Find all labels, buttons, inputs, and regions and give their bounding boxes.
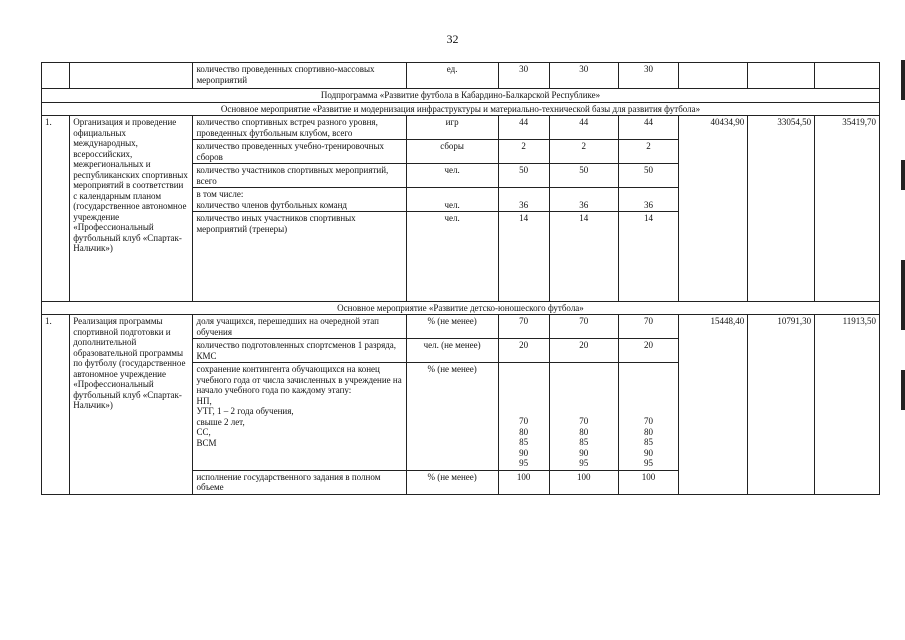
- indicator-cell: [193, 188, 406, 212]
- unit-cell: [406, 235, 498, 301]
- indicator-cell: исполнение государственного задания в полном объеме: [193, 470, 406, 494]
- value-cell: 36: [618, 188, 679, 212]
- value-cell: 100: [498, 470, 549, 494]
- funding-cell: 35419,70: [815, 116, 880, 302]
- num-cell: 1.: [42, 116, 70, 302]
- value-cell: [498, 235, 549, 301]
- section-header-row: [42, 301, 880, 315]
- value-cell: 30: [618, 63, 679, 89]
- table-row: [42, 116, 880, 140]
- value-cell: 14: [618, 212, 679, 236]
- indicator-cell: [193, 363, 406, 471]
- value-cell: 70 80 85 90 95: [498, 363, 549, 471]
- value-cell: 14: [549, 212, 618, 236]
- value-cell: 2: [549, 140, 618, 164]
- funding-cell: 15448,40: [679, 315, 748, 495]
- unit-cell: чел. (не менее): [406, 339, 498, 363]
- value-cell: 20: [618, 339, 679, 363]
- value-cell: 44: [498, 116, 549, 140]
- indicator-cell: доля учащихся, перешедших на очередной этап обучения: [193, 315, 406, 339]
- section-header-row: [42, 102, 880, 116]
- value-cell: 30: [498, 63, 549, 89]
- value-cell: 2: [498, 140, 549, 164]
- unit-cell: % (не менее): [406, 363, 498, 471]
- indicator-cell: количество участников спортивных мероприятий, всего: [193, 164, 406, 188]
- funding-cell: 10791,30: [748, 315, 815, 495]
- page-number: 32: [446, 32, 459, 46]
- value-cell: 70: [618, 315, 679, 339]
- value-cell: 44: [549, 116, 618, 140]
- funding-cell: [815, 63, 880, 89]
- value-cell: 70: [498, 315, 549, 339]
- table-row: [42, 315, 880, 339]
- funding-cell: 40434,90: [679, 116, 748, 302]
- value-cell: 30: [549, 63, 618, 89]
- num-cell: 1.: [42, 315, 70, 495]
- indicator-cell: количество проведенных учебно-тренировочных сборов: [193, 140, 406, 164]
- value-cell: 50: [498, 164, 549, 188]
- indicator-text: количество членов футбольных команд: [196, 199, 348, 210]
- stage-label: свыше 2 лет,: [196, 416, 245, 427]
- value-cell: 20: [498, 339, 549, 363]
- value-cell: 14: [498, 212, 549, 236]
- stage-label: СС,: [196, 427, 211, 437]
- indicator-cell: количество подготовленных спортсменов 1 разряда, КМС: [193, 339, 406, 363]
- unit-cell: сборы: [406, 140, 498, 164]
- funding-cell: 33054,50: [748, 116, 815, 302]
- value-cell: 36: [549, 188, 618, 212]
- unit-cell: % (не менее): [406, 470, 498, 494]
- funding-cell: [748, 63, 815, 89]
- stage-label: ВСМ: [196, 437, 217, 448]
- table-row: [42, 63, 880, 89]
- value-cell: [549, 235, 618, 301]
- subprogram-title: Подпрограмма «Развитие футбола в Кабардино-Балкарской Республике»: [42, 89, 880, 103]
- value-cell: 50: [549, 164, 618, 188]
- value-cell: 44: [618, 116, 679, 140]
- unit-cell: чел.: [406, 188, 498, 212]
- value-cell: 70 80 85 90 95: [618, 363, 679, 471]
- value-cell: 100: [618, 470, 679, 494]
- unit-cell: чел.: [406, 164, 498, 188]
- value-cell: 70: [549, 315, 618, 339]
- indicator-text: сохранение контингента обучающихся на конец учебного года от числа зачисленных в учреждение на начало учебного года по каждому этапу:: [196, 364, 402, 395]
- unit-cell: игр: [406, 116, 498, 140]
- activity-cell: Организация и проведение официальных международных, всероссийских, межрегиональных и республиканских спортивных мероприятий в соответствии с календарным планом (государственное автономное учреждение «Профессиональный футбольный клуб «Спартак-Нальчик»): [70, 116, 193, 302]
- indicator-cell: количество спортивных встреч разного уровня, проведенных футбольным клубом, всего: [193, 116, 406, 140]
- subprogram-row: [42, 89, 880, 103]
- unit-cell: чел.: [406, 212, 498, 236]
- unit-cell: ед.: [406, 63, 498, 89]
- value-cell: 2: [618, 140, 679, 164]
- value-cell: 50: [618, 164, 679, 188]
- indicator-prefix: в том числе:: [196, 189, 244, 199]
- indicator-cell: количество проведенных спортивно-массовых мероприятий: [193, 63, 406, 89]
- stage-label: НП,: [196, 395, 212, 406]
- activity-cell: [70, 63, 193, 89]
- activity-cell: Реализация программы спортивной подготовки и дополнительной образовательной программы по футболу (государственное автономное учреждение «Профессиональный футбольный клуб «Спартак-Нальчик»): [70, 315, 193, 495]
- value-cell: [618, 235, 679, 301]
- stage-label: УТГ, 1 – 2 года обучения,: [196, 406, 294, 416]
- num-cell: [42, 63, 70, 89]
- indicator-cell: количество иных участников спортивных мероприятий (тренеры): [193, 212, 406, 236]
- value-cell: 100: [549, 470, 618, 494]
- section-title: Основное мероприятие «Развитие детско-юношеского футбола»: [42, 301, 880, 315]
- program-table: [41, 62, 880, 495]
- value-cell: 70 80 85 90 95: [549, 363, 618, 471]
- section-title: Основное мероприятие «Развитие и модернизация инфраструктуры и материально-технической базы для развития футбола»: [42, 102, 880, 116]
- funding-cell: [679, 63, 748, 89]
- scan-edge-marks: [899, 40, 905, 600]
- unit-cell: % (не менее): [406, 315, 498, 339]
- funding-cell: 11913,50: [815, 315, 880, 495]
- value-cell: 20: [549, 339, 618, 363]
- indicator-cell: [193, 235, 406, 301]
- value-cell: 36: [498, 188, 549, 212]
